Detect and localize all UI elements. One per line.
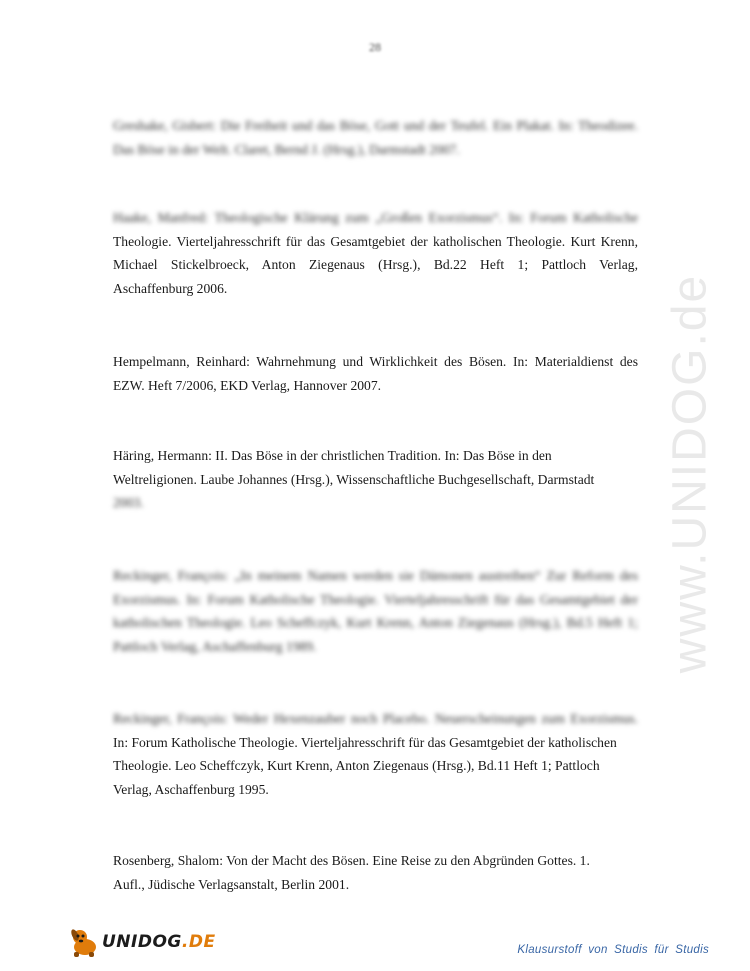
page-number: 28 — [369, 40, 381, 54]
entry-line: Pattloch Verlag, Aschaffenburg 1989. — [113, 638, 317, 654]
entry-line: Greshake, Gisbert: Die Freiheit und das Böse, Gott und der Teufel. Ein Plakat. In: Theodizee. — [113, 118, 638, 133]
entry-line: Reckinger, François: „In meinem Namen werden sie Dämonen austreiben“ Zur Reform des — [113, 568, 638, 583]
watermark-text: www.UNIDOG.de — [663, 273, 717, 674]
bibliography-entry — [113, 350, 638, 397]
entry-line: katholischen Theologie. Leo Scheffczyk, Kurt Krenn, Anton Ziegenaus (Hrsg.), Bd.5 Heft 1; — [113, 615, 638, 630]
entry-line: Verlag, Aschaffenburg 1995. — [113, 781, 269, 797]
entry-line: Hempelmann, Reinhard: Wahrnehmung und Wirklichkeit des Bösen. In: Materialdienst des — [113, 354, 638, 369]
entry-line: Theologie. Vierteljahresschrift für das Gesamtgebiet der katholischen Theologie. Kurt Krenn, — [113, 233, 638, 249]
bibliography-entry — [113, 564, 638, 658]
entry-line: 2003. — [113, 495, 144, 510]
bibliography-entry — [113, 849, 638, 896]
logo-text: UNIDOG.DE — [102, 932, 216, 952]
entry-line: Aufl., Jüdische Verlagsanstalt, Berlin 2001. — [113, 876, 350, 892]
entry-line: Haake, Manfred: Theologische Klärung zum „Großen Exorzismus“. In: Forum Katholische — [113, 210, 638, 225]
unidog-logo[interactable] — [68, 925, 218, 959]
entry-line: Weltreligionen. Laube Johannes (Hrsg.), Wissenschaftliche Buchgesellschaft, Darmstadt — [113, 471, 595, 487]
dog-mascot-icon — [68, 925, 102, 959]
bibliography-entry — [113, 707, 638, 801]
entry-line: Exorzismus. In: Forum Katholische Theologie. Vierteljahresschrift für das Gesamtgebiet der — [113, 591, 638, 607]
entry-line: Reckinger, François: Weder Hexenzauber noch Placebo. Neuerscheinungen zum Exorzismus. — [113, 711, 638, 726]
entry-line: Das Böse in der Welt. Claret, Bernd J. (Hrsg.), Darmstadt 2007. — [113, 141, 460, 157]
bibliography-entry — [113, 114, 638, 161]
entry-line: Michael Stickelbroeck, Anton Ziegenaus (Hrsg.), Bd.22 Heft 1; Pattloch Verlag, — [113, 257, 638, 272]
bibliography-entry — [113, 444, 638, 515]
entry-line: Aschaffenburg 2006. — [113, 280, 228, 296]
entry-line: Theologie. Leo Scheffczyk, Kurt Krenn, Anton Ziegenaus (Hrsg.), Bd.11 Heft 1; Pattloch — [113, 758, 600, 773]
entry-line: Rosenberg, Shalom: Von der Macht des Bösen. Eine Reise zu den Abgründen Gottes. 1. — [113, 853, 590, 868]
bibliography-entry — [113, 206, 638, 300]
entry-line: Häring, Hermann: II. Das Böse in der christlichen Tradition. In: Das Böse in den — [113, 448, 552, 463]
entry-line: In: Forum Katholische Theologie. Vierteljahresschrift für das Gesamtgebiet der katholischen — [113, 734, 617, 750]
entry-line: EZW. Heft 7/2006, EKD Verlag, Hannover 2007. — [113, 377, 382, 393]
footer-tagline: Klausurstoff von Studis für Studis — [517, 944, 709, 956]
